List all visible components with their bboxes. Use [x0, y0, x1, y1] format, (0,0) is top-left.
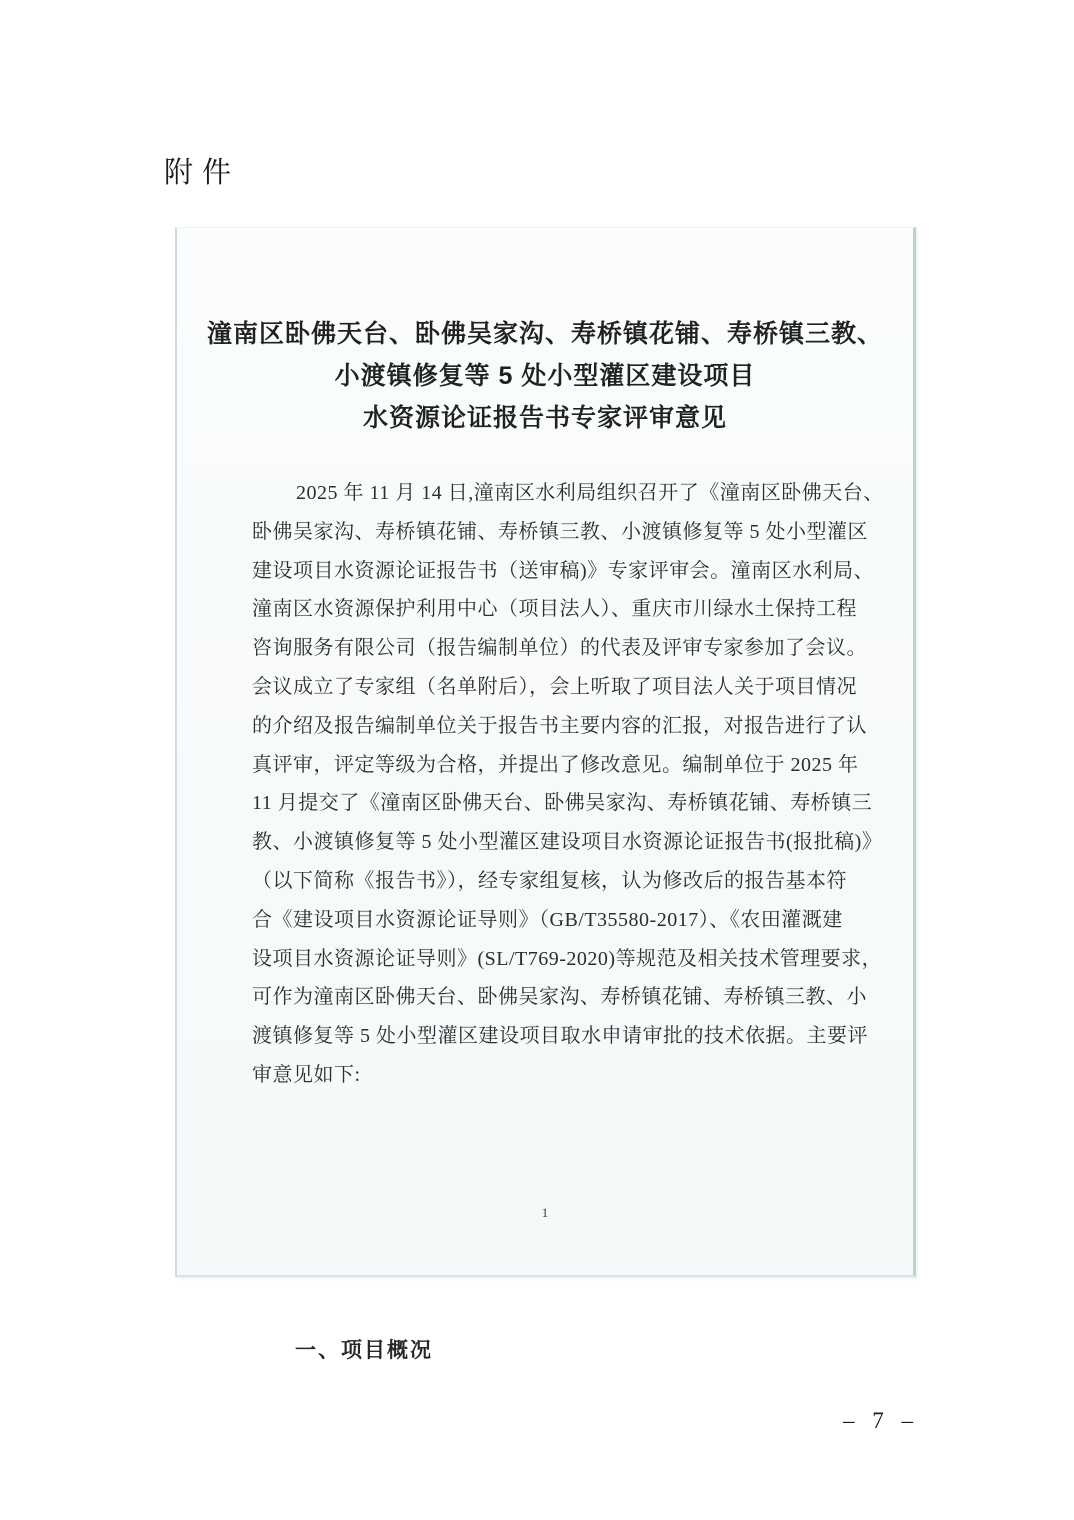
- paragraph-line: 2025 年 11 月 14 日,潼南区水利局组织召开了《潼南区卧佛天台、: [296, 482, 884, 504]
- paragraph-line: 教、小渡镇修复等 5 处小型灌区建设项目水资源论证报告书(报批稿)》: [252, 831, 883, 854]
- paragraph-line: 设项目水资源论证导则》(SL/T769-2020)等规范及相关技术管理要求，: [252, 947, 883, 970]
- document-title: [177, 313, 913, 439]
- section-heading-project-overview: 一、项目概况: [295, 1339, 433, 1362]
- paragraph-line: 会议成立了专家组（名单附后），会上听取了项目法人关于项目情况: [252, 675, 857, 698]
- scan-page-number: 1: [541, 1205, 549, 1220]
- attachment-label: 附件: [164, 157, 241, 189]
- paragraph-line: 可作为潼南区卧佛天台、卧佛吴家沟、寿桥镇花铺、寿桥镇三教、小: [252, 986, 867, 1009]
- paragraph-line: 真评审，评定等级为合格，并提出了修改意见。编制单位于 2025 年: [252, 753, 859, 776]
- paragraph-line: （以下简称《报告书》），经专家组复核，认为修改后的报告基本符: [252, 869, 847, 892]
- document-title-line-2: 小渡镇修复等 5 处小型灌区建设项目: [334, 362, 756, 390]
- paragraph-line: 潼南区水资源保护利用中心（项目法人）、重庆市川绿水土保持工程: [252, 598, 857, 621]
- paragraph-line: 审意见如下:: [252, 1063, 361, 1086]
- paragraph-line: 咨询服务有限公司（报告编制单位）的代表及评审专家参加了会议。: [252, 637, 867, 660]
- document-body-paragraph: [252, 474, 884, 1095]
- paragraph-line: 建设项目水资源论证报告书（送审稿)》专家评审会。潼南区水利局、: [252, 559, 875, 582]
- paragraph-line: 的介绍及报告编制单位关于报告书主要内容的汇报，对报告进行了认: [252, 714, 867, 737]
- paragraph-line: 渡镇修复等 5 处小型灌区建设项目取水申请审批的技术依据。主要评: [252, 1025, 868, 1048]
- paragraph-line: 11 月提交了《潼南区卧佛天台、卧佛吴家沟、寿桥镇花铺、寿桥镇三: [252, 792, 873, 815]
- scanned-document-sheet: [175, 227, 916, 1362]
- document-title-line-3: 水资源论证报告书专家评审意见: [362, 404, 727, 432]
- document-title-line-1: 潼南区卧佛天台、卧佛吴家沟、寿桥镇花铺、寿桥镇三教、: [206, 320, 883, 348]
- paragraph-line: 合《建设项目水资源论证导则》（GB/T35580-2017）、《农田灌溉建: [252, 908, 843, 931]
- page-number: – 7 –: [843, 1408, 919, 1433]
- paragraph-line: 卧佛吴家沟、寿桥镇花铺、寿桥镇三教、小渡镇修复等 5 处小型灌区: [252, 520, 868, 543]
